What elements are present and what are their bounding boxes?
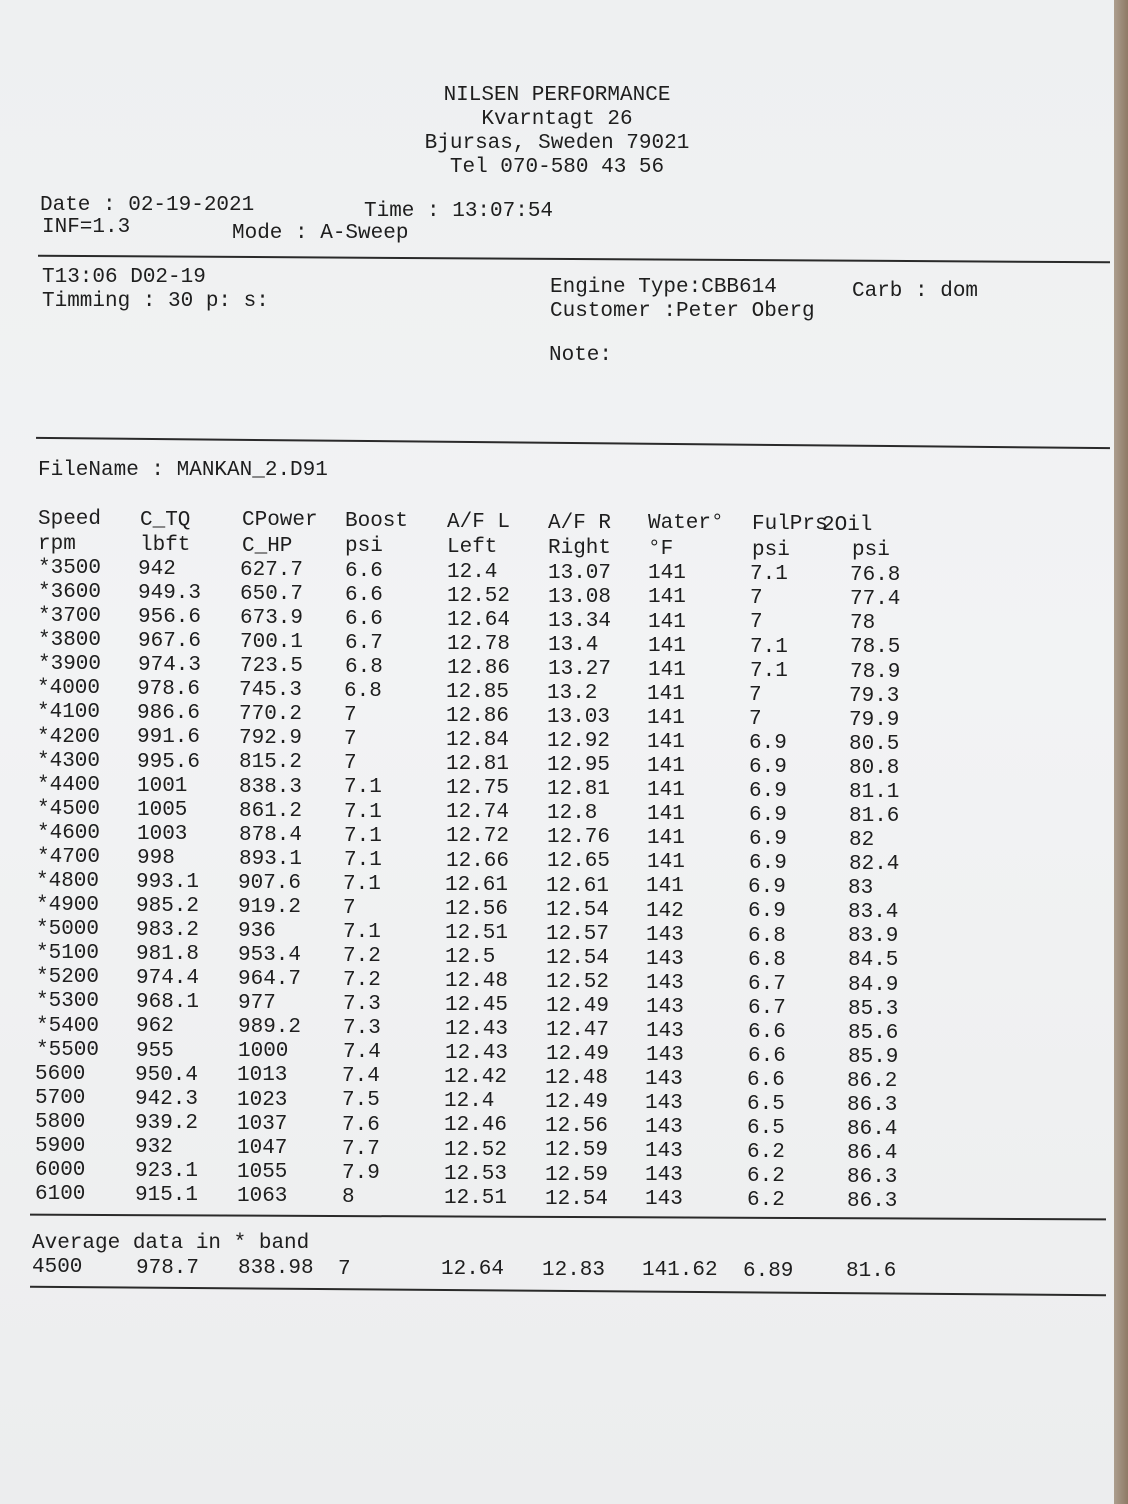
table-cell-boost: 6.8 (345, 656, 383, 679)
table-cell-af-left: 12.56 (445, 898, 509, 921)
table-cell-torque: 932 (135, 1136, 173, 1159)
table-cell-boost: 7.4 (343, 1041, 381, 1064)
column-unit-af-left: Left (447, 536, 498, 559)
table-cell-power: 770.2 (239, 703, 303, 726)
table-cell-boost: 7.1 (344, 776, 382, 799)
table-cell-oil-pressure: 84.9 (848, 974, 899, 997)
table-cell-boost: 7.3 (343, 993, 381, 1016)
table-cell-water: 143 (646, 1044, 684, 1067)
table-cell-af-right: 12.54 (545, 1188, 609, 1211)
table-cell-oil-pressure: 80.5 (849, 733, 900, 756)
carb-value: Carb : dom (852, 280, 979, 303)
table-cell-boost: 7.7 (342, 1138, 380, 1161)
table-cell-af-left: 12.75 (446, 777, 510, 800)
table-cell-water: 141 (648, 659, 686, 682)
table-cell-af-left: 12.4 (444, 1090, 495, 1113)
table-cell-boost: 8 (342, 1186, 355, 1209)
table-cell-water: 141 (647, 803, 685, 826)
table-cell-torque: 986.6 (137, 702, 201, 725)
table-cell-speed: *3900 (38, 653, 102, 676)
table-cell-water: 143 (646, 1020, 684, 1043)
table-cell-power: 1023 (237, 1089, 288, 1112)
table-cell-torque: 956.6 (138, 606, 202, 629)
table-cell-af-right: 12.61 (546, 875, 610, 898)
customer-name: Customer :Peter Oberg (550, 300, 815, 323)
table-cell-speed: 5700 (35, 1087, 86, 1110)
column-unit-oil-pressure: psi (852, 539, 890, 562)
table-cell-fuel-pressure: 7 (750, 611, 763, 634)
table-cell-af-right: 13.03 (547, 706, 611, 729)
table-cell-oil-pressure: 83.9 (848, 925, 899, 948)
column-header-fuel-pressure: FulPrs (752, 513, 828, 536)
table-cell-af-right: 12.54 (546, 899, 610, 922)
table-cell-fuel-pressure: 6.6 (747, 1069, 785, 1092)
table-cell-oil-pressure: 83 (848, 877, 874, 900)
table-cell-speed: *4600 (37, 822, 101, 845)
table-cell-speed: *3800 (38, 629, 102, 652)
table-cell-oil-pressure: 81.1 (849, 781, 900, 804)
table-cell-af-right: 12.57 (546, 923, 610, 946)
timing-line: Timming : 30 p: s: (42, 290, 269, 313)
table-cell-fuel-pressure: 7.1 (750, 563, 788, 586)
table-cell-boost: 6.6 (345, 608, 383, 631)
table-cell-power: 907.6 (238, 872, 302, 895)
table-cell-fuel-pressure: 6.9 (749, 732, 787, 755)
table-cell-af-left: 12.4 (447, 561, 498, 584)
table-cell-water: 143 (645, 1188, 683, 1211)
table-cell-speed: *4000 (37, 677, 101, 700)
table-cell-boost: 7.1 (343, 873, 381, 896)
table-cell-speed: *3600 (38, 581, 102, 604)
note-label: Note: (549, 344, 613, 367)
column-unit-boost: psi (345, 535, 383, 558)
table-cell-af-left: 12.51 (444, 1187, 508, 1210)
column-unit-torque: lbft (140, 534, 191, 557)
table-cell-speed: *4400 (37, 774, 101, 797)
table-cell-fuel-pressure: 7.1 (750, 636, 788, 659)
table-cell-speed: 5900 (35, 1135, 86, 1158)
column-header-oil-pressure: 2Oil (822, 514, 873, 537)
table-cell-torque: 983.2 (136, 919, 200, 942)
company-name: NILSEN PERFORMANCE (443, 84, 671, 107)
table-cell-boost: 7.5 (342, 1089, 380, 1112)
table-cell-af-right: 13.07 (548, 562, 612, 585)
table-cell-boost: 7.2 (343, 945, 381, 968)
table-cell-water: 143 (646, 996, 684, 1019)
table-cell-speed: 6000 (35, 1159, 86, 1182)
average-cell-boost: 7 (338, 1258, 351, 1281)
table-cell-water: 141 (648, 562, 686, 585)
table-cell-power: 723.5 (240, 655, 304, 678)
table-cell-power: 815.2 (239, 751, 303, 774)
table-cell-torque: 1003 (137, 823, 188, 846)
table-cell-boost: 7.6 (342, 1114, 380, 1137)
table-cell-torque: 974.3 (138, 654, 202, 677)
table-cell-speed: *3700 (38, 605, 102, 628)
table-cell-oil-pressure: 81.6 (849, 805, 900, 828)
table-cell-af-right: 12.95 (547, 754, 611, 777)
run-date: Date : 02-19-2021 (40, 194, 255, 217)
divider (38, 255, 1110, 264)
table-cell-oil-pressure: 78.9 (850, 661, 901, 684)
table-cell-af-right: 12.52 (546, 971, 610, 994)
divider (30, 1286, 1106, 1296)
table-cell-water: 141 (648, 635, 686, 658)
table-cell-af-left: 12.5 (445, 946, 496, 969)
table-cell-af-right: 13.27 (548, 658, 612, 681)
average-cell-af-right: 12.83 (542, 1259, 606, 1282)
table-cell-speed: *4500 (37, 798, 101, 821)
table-cell-fuel-pressure: 6.5 (747, 1117, 785, 1140)
company-city: Bjursas, Sweden 79021 (424, 132, 690, 155)
table-cell-boost: 7 (344, 728, 357, 751)
table-cell-torque: 993.1 (136, 871, 200, 894)
table-cell-oil-pressure: 78.5 (850, 636, 901, 659)
table-cell-power: 838.3 (239, 776, 303, 799)
table-cell-af-right: 12.48 (545, 1067, 609, 1090)
table-cell-torque: 985.2 (136, 895, 200, 918)
table-cell-water: 141 (648, 611, 686, 634)
company-phone: Tel 070-580 43 56 (449, 156, 665, 179)
table-cell-water: 141 (646, 875, 684, 898)
table-cell-fuel-pressure: 6.9 (749, 780, 787, 803)
column-unit-af-right: Right (548, 537, 612, 560)
table-cell-oil-pressure: 84.5 (848, 949, 899, 972)
table-cell-power: 1047 (237, 1137, 288, 1160)
table-cell-torque: 950.4 (135, 1064, 199, 1087)
table-cell-fuel-pressure: 6.6 (748, 1045, 786, 1068)
table-cell-boost: 6.6 (345, 584, 383, 607)
table-cell-torque: 995.6 (137, 751, 201, 774)
table-cell-fuel-pressure: 6.7 (748, 997, 786, 1020)
table-cell-speed: *5100 (36, 942, 100, 965)
table-cell-af-right: 12.56 (545, 1115, 609, 1138)
table-cell-torque: 942 (138, 558, 176, 581)
table-cell-speed: *5200 (36, 966, 100, 989)
table-cell-water: 142 (646, 900, 684, 923)
table-cell-power: 1000 (238, 1040, 289, 1063)
table-cell-torque: 974.4 (136, 967, 200, 990)
table-cell-power: 953.4 (238, 944, 302, 967)
table-cell-oil-pressure: 83.4 (848, 901, 899, 924)
table-cell-boost: 7.2 (343, 969, 381, 992)
table-cell-af-right: 12.92 (547, 730, 611, 753)
table-cell-torque: 998 (137, 847, 175, 870)
table-cell-af-left: 12.78 (447, 633, 511, 656)
table-cell-af-right: 12.65 (547, 850, 611, 873)
table-cell-af-left: 12.48 (445, 970, 509, 993)
table-cell-fuel-pressure: 6.8 (748, 925, 786, 948)
table-cell-speed: *4900 (36, 894, 100, 917)
table-cell-af-left: 12.85 (446, 681, 510, 704)
table-cell-af-right: 13.2 (547, 682, 598, 705)
column-header-af-left: A/F L (447, 511, 511, 534)
table-cell-af-right: 12.49 (545, 1091, 609, 1114)
table-cell-af-right: 13.08 (548, 586, 612, 609)
table-cell-speed: *5000 (36, 918, 100, 941)
table-cell-torque: 942.3 (135, 1088, 199, 1111)
table-cell-af-left: 12.64 (447, 609, 511, 632)
table-cell-power: 1013 (237, 1064, 288, 1087)
table-cell-power: 650.7 (240, 583, 304, 606)
table-cell-af-right: 13.34 (548, 610, 612, 633)
table-cell-torque: 991.6 (137, 726, 201, 749)
table-cell-af-left: 12.86 (447, 657, 511, 680)
table-cell-oil-pressure: 85.6 (848, 1022, 899, 1045)
column-unit-water: °F (648, 538, 674, 561)
column-header-torque: C_TQ (140, 509, 191, 532)
run-time: Time : 13:07:54 (364, 200, 554, 223)
table-cell-boost: 7.1 (344, 825, 382, 848)
table-cell-water: 143 (645, 1092, 683, 1115)
table-cell-fuel-pressure: 6.7 (748, 973, 786, 996)
table-cell-oil-pressure: 85.9 (848, 1046, 899, 1069)
table-cell-torque: 978.6 (137, 678, 201, 701)
table-cell-water: 141 (647, 755, 685, 778)
table-cell-speed: *3500 (38, 557, 102, 580)
table-cell-water: 143 (645, 1068, 683, 1091)
table-cell-af-left: 12.86 (446, 705, 510, 728)
table-cell-torque: 1001 (137, 775, 188, 798)
average-cell-oil-pressure: 81.6 (846, 1260, 897, 1283)
table-cell-fuel-pressure: 7 (750, 587, 763, 610)
column-unit-power: C_HP (242, 535, 293, 558)
table-cell-af-left: 12.72 (446, 825, 510, 848)
table-cell-power: 1055 (237, 1161, 288, 1184)
table-cell-af-left: 12.81 (446, 753, 510, 776)
column-unit-fuel-pressure: psi (752, 539, 790, 562)
table-cell-torque: 981.8 (136, 943, 200, 966)
table-cell-power: 792.9 (239, 727, 303, 750)
table-cell-power: 964.7 (238, 968, 302, 991)
table-cell-af-left: 12.42 (444, 1066, 508, 1089)
table-cell-af-right: 12.54 (546, 947, 610, 970)
table-cell-power: 700.1 (240, 631, 304, 654)
table-cell-af-right: 12.76 (547, 826, 611, 849)
average-cell-power: 838.98 (238, 1257, 314, 1280)
table-cell-water: 141 (647, 683, 685, 706)
table-cell-water: 143 (645, 1140, 683, 1163)
table-cell-oil-pressure: 86.3 (847, 1094, 898, 1117)
table-cell-af-left: 12.51 (445, 922, 509, 945)
table-cell-af-left: 12.66 (446, 850, 510, 873)
table-cell-torque: 1005 (137, 799, 188, 822)
divider (36, 437, 1110, 449)
table-cell-af-left: 12.52 (447, 585, 511, 608)
table-cell-af-right: 12.81 (547, 778, 611, 801)
table-cell-oil-pressure: 78 (850, 612, 876, 635)
table-cell-fuel-pressure: 6.2 (747, 1165, 785, 1188)
table-cell-af-left: 12.53 (444, 1163, 508, 1186)
table-cell-power: 861.2 (239, 800, 303, 823)
table-cell-oil-pressure: 76.8 (850, 564, 901, 587)
table-cell-boost: 7 (344, 704, 357, 727)
table-cell-fuel-pressure: 6.9 (748, 876, 786, 899)
table-cell-af-right: 12.8 (547, 802, 598, 825)
table-cell-af-right: 12.47 (546, 1019, 610, 1042)
table-cell-fuel-pressure: 7 (749, 708, 762, 731)
table-cell-fuel-pressure: 7.1 (750, 660, 788, 683)
table-cell-water: 141 (648, 586, 686, 609)
table-cell-speed: *4700 (37, 846, 101, 869)
table-cell-fuel-pressure: 6.8 (748, 949, 786, 972)
table-cell-af-right: 12.49 (546, 1043, 610, 1066)
table-cell-boost: 6.6 (345, 560, 383, 583)
table-cell-oil-pressure: 77.4 (850, 588, 901, 611)
table-cell-fuel-pressure: 7 (749, 684, 762, 707)
table-cell-boost: 7.1 (344, 849, 382, 872)
divider (30, 1214, 1106, 1221)
table-cell-power: 919.2 (238, 896, 302, 919)
column-unit-speed: rpm (38, 533, 76, 556)
table-cell-speed: *4100 (37, 701, 101, 724)
average-cell-torque: 978.7 (136, 1257, 200, 1280)
table-cell-speed: *4200 (37, 726, 101, 749)
table-cell-speed: *5400 (36, 1015, 100, 1038)
table-cell-fuel-pressure: 6.9 (748, 900, 786, 923)
table-cell-af-right: 12.59 (545, 1139, 609, 1162)
table-cell-boost: 7.4 (342, 1065, 380, 1088)
column-header-power: CPower (242, 509, 318, 532)
average-cell-fuel-pressure: 6.89 (743, 1260, 794, 1283)
table-cell-fuel-pressure: 6.9 (749, 804, 787, 827)
column-header-af-right: A/F R (548, 512, 612, 535)
table-cell-af-left: 12.43 (445, 1042, 509, 1065)
table-cell-torque: 923.1 (135, 1160, 199, 1183)
table-cell-power: 989.2 (238, 1016, 302, 1039)
table-cell-speed: 5800 (35, 1111, 86, 1134)
table-cell-water: 141 (647, 731, 685, 754)
table-cell-power: 745.3 (239, 679, 303, 702)
table-cell-fuel-pressure: 6.2 (747, 1141, 785, 1164)
table-cell-af-left: 12.43 (445, 1018, 509, 1041)
average-cell-water: 141.62 (642, 1259, 718, 1282)
table-cell-speed: *4800 (36, 870, 100, 893)
table-cell-water: 141 (647, 707, 685, 730)
column-header-water: Water° (648, 512, 724, 535)
table-cell-fuel-pressure: 6.9 (749, 756, 787, 779)
table-cell-power: 936 (238, 920, 276, 943)
table-cell-boost: 7 (343, 897, 356, 920)
mode-value: Mode : A-Sweep (232, 222, 409, 245)
table-cell-oil-pressure: 79.3 (849, 685, 900, 708)
table-cell-fuel-pressure: 6.9 (749, 828, 787, 851)
table-cell-af-left: 12.46 (444, 1114, 508, 1137)
table-cell-water: 141 (647, 851, 685, 874)
table-cell-boost: 7 (344, 752, 357, 775)
table-cell-torque: 949.3 (138, 582, 202, 605)
table-cell-boost: 7.3 (343, 1017, 381, 1040)
table-cell-af-left: 12.52 (444, 1139, 508, 1162)
table-cell-boost: 6.7 (345, 632, 383, 655)
table-cell-fuel-pressure: 6.6 (748, 1021, 786, 1044)
table-cell-af-left: 12.74 (446, 801, 510, 824)
table-cell-torque: 967.6 (138, 630, 202, 653)
table-cell-boost: 7.1 (344, 801, 382, 824)
table-cell-speed: *4300 (37, 750, 101, 773)
table-cell-af-right: 12.49 (546, 995, 610, 1018)
table-cell-water: 143 (646, 948, 684, 971)
table-cell-power: 1037 (237, 1113, 288, 1136)
average-cell-speed: 4500 (32, 1256, 83, 1279)
table-cell-power: 673.9 (240, 607, 304, 630)
table-cell-torque: 955 (136, 1040, 174, 1063)
table-cell-water: 143 (646, 924, 684, 947)
table-cell-speed: 5600 (35, 1063, 86, 1086)
table-cell-speed: *5300 (36, 990, 100, 1013)
table-cell-torque: 968.1 (136, 991, 200, 1014)
table-cell-speed: 6100 (35, 1183, 86, 1206)
table-cell-oil-pressure: 86.3 (847, 1166, 898, 1189)
table-cell-torque: 915.1 (135, 1184, 199, 1207)
engine-type: Engine Type:CBB614 (550, 276, 777, 299)
table-cell-power: 977 (238, 992, 276, 1015)
table-cell-oil-pressure: 82.4 (849, 853, 900, 876)
table-cell-oil-pressure: 79.9 (849, 709, 900, 732)
table-cell-oil-pressure: 86.2 (847, 1070, 898, 1093)
table-cell-boost: 6.8 (344, 680, 382, 703)
table-cell-power: 1063 (237, 1185, 288, 1208)
table-cell-fuel-pressure: 6.9 (749, 852, 787, 875)
table-cell-af-left: 12.45 (445, 994, 509, 1017)
run-stamp: T13:06 D02-19 (42, 266, 206, 289)
table-cell-oil-pressure: 85.3 (848, 998, 899, 1021)
table-cell-torque: 962 (136, 1015, 174, 1038)
table-cell-af-left: 12.84 (446, 729, 510, 752)
table-cell-power: 878.4 (239, 824, 303, 847)
table-cell-fuel-pressure: 6.2 (747, 1189, 785, 1212)
table-cell-boost: 7.9 (342, 1162, 380, 1185)
table-cell-oil-pressure: 80.8 (849, 757, 900, 780)
table-cell-oil-pressure: 86.4 (847, 1142, 898, 1165)
average-cell-af-left: 12.64 (441, 1258, 505, 1281)
company-street: Kvarntagt 26 (481, 108, 633, 131)
table-cell-af-left: 12.61 (445, 874, 509, 897)
table-cell-water: 141 (647, 779, 685, 802)
table-cell-boost: 7.1 (343, 921, 381, 944)
average-label: Average data in * band (32, 1232, 310, 1255)
table-cell-power: 893.1 (239, 848, 303, 871)
table-cell-oil-pressure: 86.4 (847, 1118, 898, 1141)
inf-value: INF=1.3 (42, 216, 131, 239)
table-cell-torque: 939.2 (135, 1112, 199, 1135)
table-cell-water: 143 (646, 972, 684, 995)
table-cell-oil-pressure: 86.3 (847, 1190, 898, 1213)
file-name: FileName : MANKAN_2.D91 (38, 459, 328, 482)
table-cell-fuel-pressure: 6.5 (747, 1093, 785, 1116)
table-cell-water: 141 (647, 827, 685, 850)
table-cell-af-right: 13.4 (548, 634, 599, 657)
table-cell-oil-pressure: 82 (849, 829, 875, 852)
table-cell-water: 143 (645, 1116, 683, 1139)
table-cell-water: 143 (645, 1164, 683, 1187)
column-header-speed: Speed (38, 508, 102, 531)
table-cell-speed: *5500 (36, 1039, 100, 1062)
table-cell-af-right: 12.59 (545, 1164, 609, 1187)
table-cell-power: 627.7 (240, 559, 304, 582)
column-header-boost: Boost (345, 510, 409, 533)
